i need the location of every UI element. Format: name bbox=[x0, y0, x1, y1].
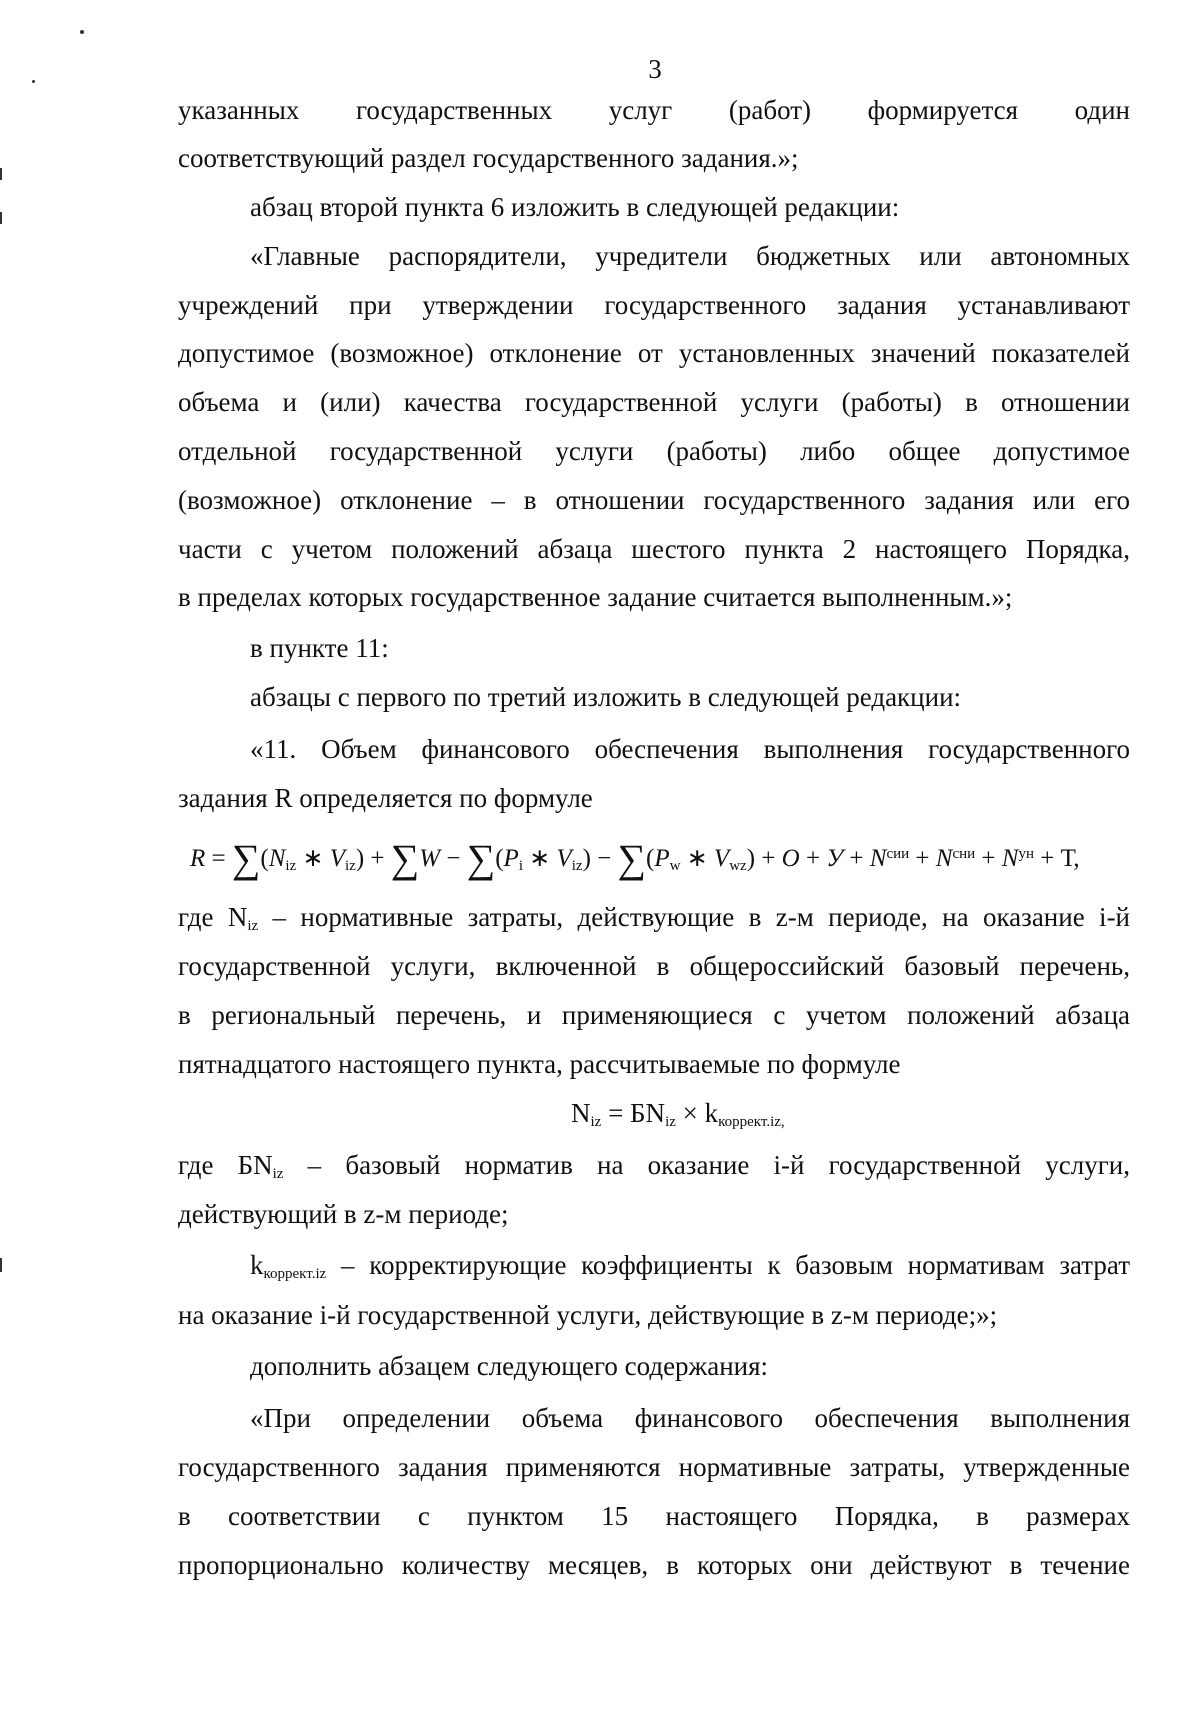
page-number: 3 bbox=[648, 54, 662, 84]
formula-symbol: N bbox=[869, 845, 887, 872]
text-line: допустимое (возможное) отклонение от установленных значений показателей bbox=[178, 338, 1130, 368]
formula-index: iz bbox=[285, 858, 297, 874]
sum-symbol: ∑ bbox=[390, 836, 420, 881]
formula-symbol: N bbox=[268, 845, 286, 872]
formula-symbol: Т, bbox=[1060, 845, 1080, 872]
text-line: абзацы с первого по третий изложить в следующей редакции: bbox=[250, 682, 962, 712]
text-line: в соответствии с пунктом 15 настоящего Порядка, в размерах bbox=[178, 1501, 1130, 1531]
formula-index: ун bbox=[1018, 846, 1034, 862]
text-line: в пункте 11: bbox=[250, 633, 389, 663]
scan-edge-mark bbox=[0, 168, 2, 180]
formula-symbol: R bbox=[190, 845, 206, 872]
text-line: действующий в z-м периоде; bbox=[178, 1199, 509, 1229]
text-line: государственной услуги, включенной в общероссийский базовый перечень, bbox=[178, 951, 1130, 981]
formula-symbol: N bbox=[935, 845, 953, 872]
formula-index: iz bbox=[344, 858, 356, 874]
text-line: объема и (или) качества государственной услуги (работы) в отношении bbox=[178, 387, 1130, 417]
text-line: в пределах которых государственное задание считается выполненным.»; bbox=[178, 582, 1013, 612]
text-line: дополнить абзацем следующего содержания: bbox=[250, 1351, 769, 1381]
text-line: $k_{коррект.iz}$ – корректирующие коэффициенты к базовым нормативам затрат bbox=[250, 1250, 1130, 1282]
text-line: «11. Объем финансового обеспечения выполнения государственного bbox=[250, 734, 1130, 764]
formula-symbol: V bbox=[556, 845, 572, 872]
formula-symbol: = bbox=[211, 845, 226, 872]
formula-symbol: P bbox=[503, 845, 519, 872]
text-line: задания R определяется по формуле bbox=[178, 783, 593, 813]
scan-edge-mark bbox=[0, 212, 2, 224]
formula-symbol: N bbox=[1001, 845, 1019, 872]
formula-index: iz bbox=[571, 858, 583, 874]
text-line: соответствующий раздел государственного задания.»; bbox=[178, 143, 799, 173]
formula-r: $R = \sum(N_{iz}$ ∗ $V_{iz}) + \sum W - \sum(P_i$ ∗ $V_{iz}) - \sum(P_w$ ∗ $V_{wz}) + O + У + N^{сии} + N^{сни} + N^{ун} + Т$, bbox=[190, 836, 1080, 881]
text-line: части с учетом положений абзаца шестого пункта 2 настоящего Порядка, bbox=[178, 534, 1130, 564]
formula-symbol: V bbox=[329, 845, 345, 872]
formula-index: i bbox=[518, 858, 523, 874]
formula-symbol: W bbox=[419, 845, 441, 872]
sum-symbol: ∑ bbox=[231, 836, 261, 881]
scan-edge-mark bbox=[0, 1258, 2, 1272]
text-line: отдельной государственной услуги (работы) либо общее допустимое bbox=[178, 436, 1130, 466]
formula-index: сии bbox=[886, 846, 910, 862]
sum-symbol: ∑ bbox=[617, 836, 647, 881]
formula-symbol: P bbox=[654, 845, 670, 872]
formula-index: сни bbox=[952, 846, 976, 862]
text-line: (возможное) отклонение – в отношении государственного задания или его bbox=[178, 485, 1130, 515]
formula-n-iz: $N_{iz} = БN_{iz} \times k_{коррект.iz,}$ bbox=[571, 1098, 785, 1130]
text-line: государственного задания применяются нормативные затраты, утвержденные bbox=[178, 1452, 1130, 1482]
scan-dot bbox=[80, 30, 84, 34]
text-line: пятнадцатого настоящего пункта, рассчитываемые по формуле bbox=[178, 1049, 901, 1079]
text-line: на оказание i-й государственной услуги, действующие в z-м периоде;»; bbox=[178, 1300, 998, 1330]
formula-index: wz bbox=[729, 858, 747, 874]
text-line: где $БN_{iz}$ – базовый норматив на оказание i-й государственной услуги, bbox=[178, 1150, 1130, 1182]
formula-symbol: O bbox=[781, 845, 800, 872]
formula-symbol: У bbox=[826, 845, 844, 872]
formula-symbol: V bbox=[713, 845, 730, 872]
text-line: «При определении объема финансового обеспечения выполнения bbox=[250, 1403, 1130, 1433]
text-line: абзац второй пункта 6 изложить в следующей редакции: bbox=[250, 192, 900, 222]
text-line: пропорционально количеству месяцев, в которых они действуют в течение bbox=[178, 1550, 1130, 1580]
text-line: «Главные распорядители, учредители бюджетных или автономных bbox=[250, 241, 1130, 271]
text-line: указанных государственных услуг (работ) формируется один bbox=[178, 95, 1130, 125]
formula-index: w bbox=[669, 858, 681, 874]
text-line: где $N_{iz}$ – нормативные затраты, действующие в z-м периоде, на оказание i-й bbox=[178, 902, 1131, 934]
sum-symbol: ∑ bbox=[466, 836, 496, 881]
text-line: в региональный перечень, и применяющиеся с учетом положений абзаца bbox=[178, 1000, 1130, 1030]
text-line: учреждений при утверждении государственного задания устанавливают bbox=[178, 290, 1130, 320]
